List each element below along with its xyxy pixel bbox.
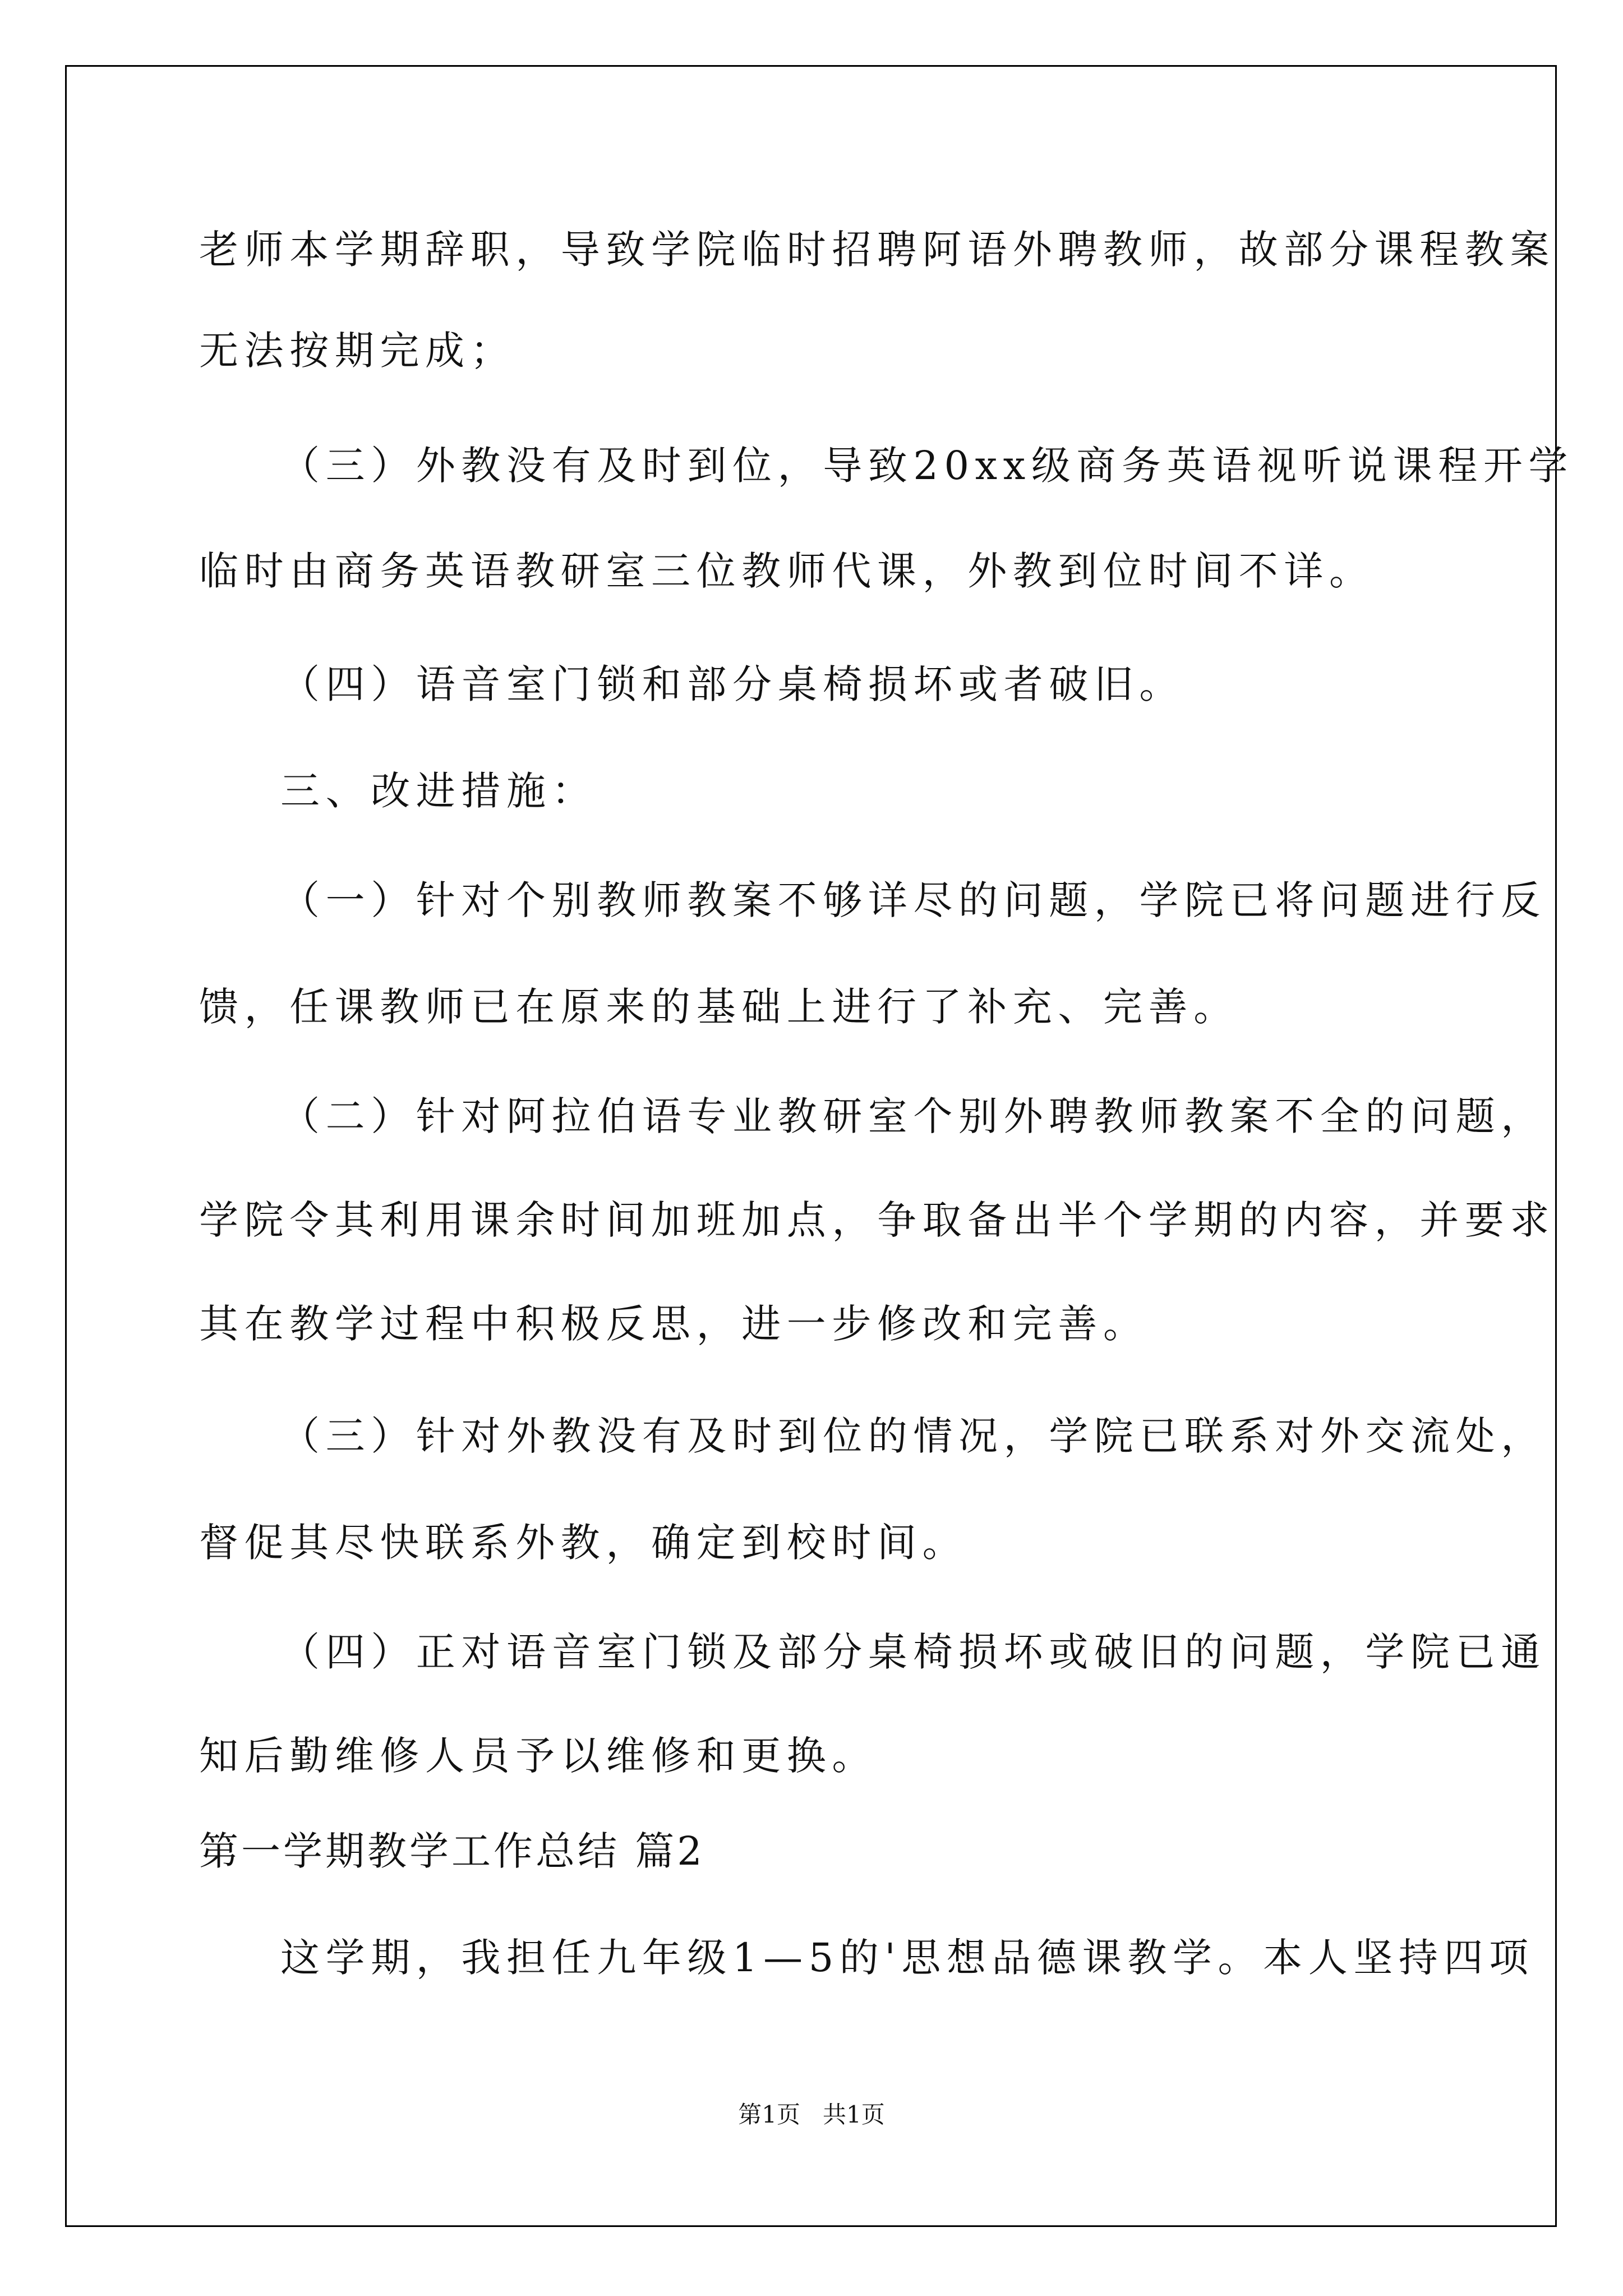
text-line: 知后勤维修人员予以维修和更换。	[199, 1733, 877, 1779]
text-line: 这学期，我担任九年级1—5的'思想品德课教学。本人坚持四项	[280, 1935, 1534, 1981]
text-line: （四）语音室门锁和部分桌椅损坏或者破旧。	[280, 661, 1184, 707]
text-line: （三）针对外教没有及时到位的情况，学院已联系对外交流处，	[280, 1413, 1546, 1459]
text-line: （四）正对语音室门锁及部分桌椅损坏或破旧的问题，学院已通	[280, 1629, 1546, 1675]
text-line: 督促其尽快联系外教，确定到校时间。	[199, 1520, 968, 1566]
section-heading: 三、改进措施：	[280, 768, 597, 814]
text-line: 无法按期完成；	[199, 328, 516, 374]
text-line: （一）针对个别教师教案不够详尽的问题，学院已将问题进行反	[280, 877, 1546, 923]
text-line: （二）针对阿拉伯语专业教研室个别外聘教师教案不全的问题，	[280, 1093, 1546, 1139]
text-line: 馈，任课教师已在原来的基础上进行了补充、完善。	[199, 984, 1239, 1030]
page-border	[65, 65, 1557, 2227]
text-line: （三）外教没有及时到位，导致20xx级商务英语视听说课程开学	[280, 443, 1574, 489]
page-footer: 第1页 共1页	[738, 2101, 885, 2128]
text-line: 老师本学期辞职，导致学院临时招聘阿语外聘教师，故部分课程教案	[199, 227, 1555, 273]
text-line: 临时由商务英语教研室三位教师代课，外教到位时间不详。	[199, 548, 1375, 594]
article-title: 第一学期教学工作总结 篇2	[199, 1828, 705, 1874]
text-line: 其在教学过程中积极反思，进一步修改和完善。	[199, 1301, 1149, 1347]
text-line: 学院令其利用课余时间加班加点，争取备出半个学期的内容，并要求	[199, 1197, 1555, 1243]
